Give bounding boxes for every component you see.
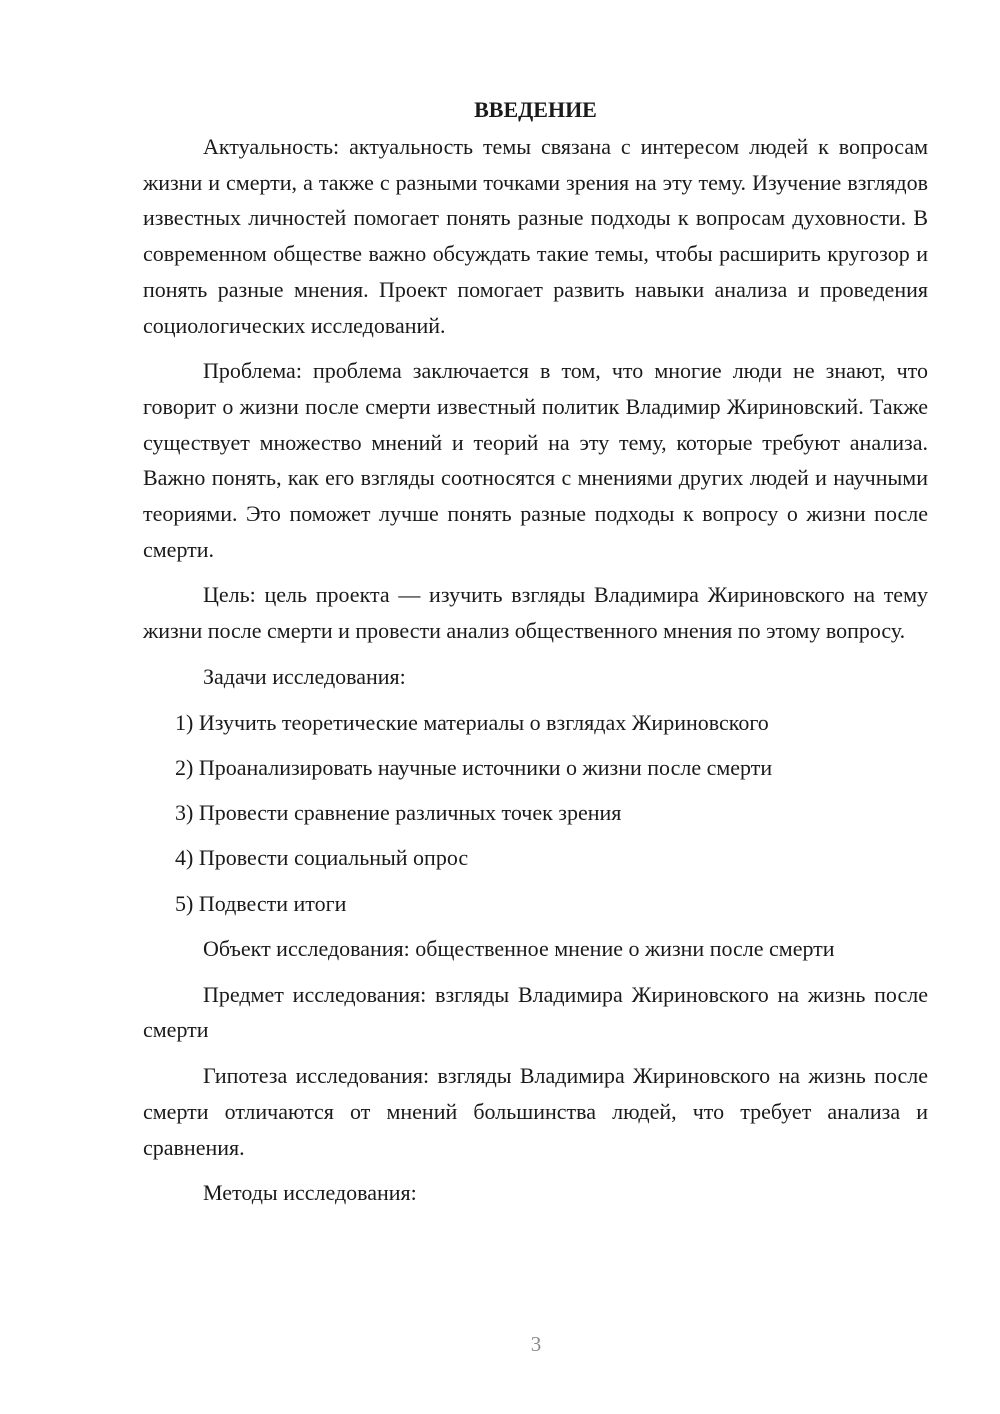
paragraph-problem: Проблема: проблема заключается в том, что многие люди не знают, что говорит о жизни после смерти известный политик Владимир Жириновский. Также существует множество мнений и теорий на эту тему, которые требуют анализа. Важно понять, как его взгляды соотносятся с мнениями других людей и научными теориями. Это поможет лучше понять разные подходы к вопросу о жизни после смерти. — [143, 358, 928, 562]
task-number: 1) — [175, 709, 194, 735]
task-text: Провести социальный опрос — [198, 845, 469, 871]
page-number: 3 — [530, 1332, 542, 1356]
paragraph-hypothesis: Гипотеза исследования: взгляды Владимира Жириновского на жизнь после смерти отличаются от мнений большинства людей, что требует анализа и сравнения. — [143, 1063, 928, 1160]
task-text: Подвести итоги — [198, 890, 347, 916]
task-item — [143, 750, 928, 786]
task-text: Провести сравнение различных точек зрения — [198, 800, 622, 826]
task-number: 3) — [175, 800, 194, 826]
paragraph-subject: Предмет исследования: взгляды Владимира Жириновского на жизнь после смерти — [143, 981, 928, 1043]
paragraph-relevance: Актуальность: актуальность темы связана с интересом людей к вопросам жизни и смерти, а также с разными точками зрения на эту тему. Изучение взглядов известных личностей помогает понять разные подходы к вопросам духовности. В современном обществе важно обсуждать такие темы, чтобы расширить кругозор и понять разные мнения. Проект помогает развить навыки анализа и проведения социологических исследований. — [143, 134, 928, 338]
section-heading: ВВЕДЕНИЕ — [474, 97, 597, 122]
tasks-label: Задачи исследования: — [203, 663, 406, 689]
task-item — [143, 840, 928, 876]
paragraph-goal: Цель: цель проекта — изучить взгляды Владимира Жириновского на тему жизни после смерти и провести анализ общественного мнения по этому вопросу. — [143, 582, 928, 644]
methods-label: Методы исследования: — [203, 1180, 417, 1206]
page-content — [143, 92, 928, 1221]
task-text: Проанализировать научные источники о жизни после смерти — [198, 754, 773, 780]
task-item — [143, 886, 928, 922]
task-item — [143, 705, 928, 741]
task-text: Изучить теоретические материалы о взглядах Жириновского — [198, 709, 769, 735]
task-item — [143, 795, 928, 831]
task-number: 5) — [175, 890, 194, 916]
task-number: 4) — [175, 845, 194, 871]
paragraph-object: Объект исследования: общественное мнение о жизни после смерти — [203, 936, 835, 962]
task-number: 2) — [175, 754, 194, 780]
tasks-list — [143, 705, 928, 922]
